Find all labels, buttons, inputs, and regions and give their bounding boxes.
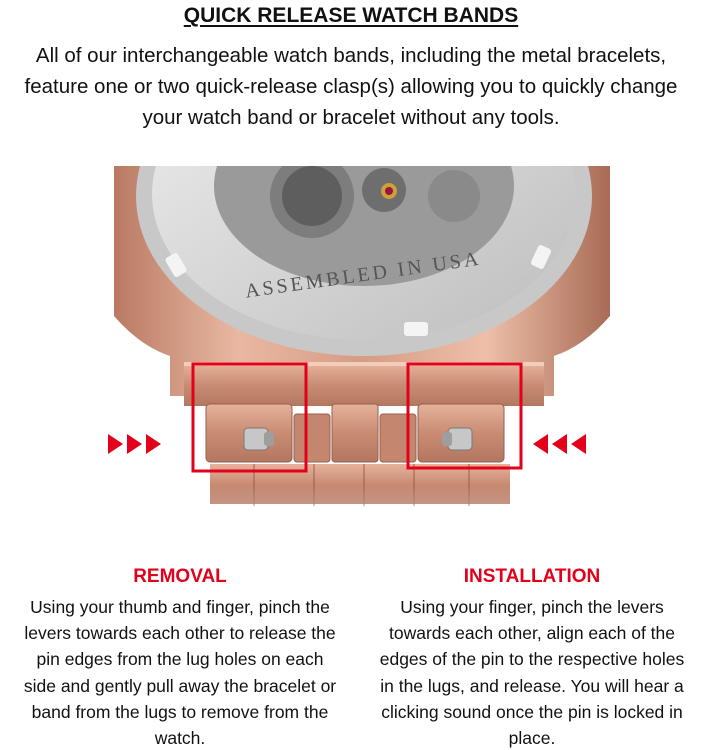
right-arrow-icon bbox=[146, 434, 161, 454]
dial-engraving: ASSEMBLED IN USA bbox=[243, 247, 483, 303]
watch-illustration bbox=[114, 166, 610, 564]
left-arrow-icon bbox=[552, 434, 567, 454]
intro-paragraph: All of our interchangeable watch bands, including the metal bracelets, feature one or two quick-release clasp(s) allowing you to quickly change your watch band or bracelet without any tools. bbox=[24, 44, 678, 129]
removal-text: Using your thumb and finger, pinch the levers towards each other to release the pin edges from the lug holes on each side and gently pull away the bracelet or band from the lugs to remove from the watch. bbox=[23, 597, 337, 749]
triple-right-arrow-icon bbox=[108, 434, 161, 456]
left-arrow-icon bbox=[571, 434, 586, 454]
watch-band-photo bbox=[114, 166, 610, 564]
left-arrow-icon bbox=[533, 434, 548, 454]
removal-heading: REMOVAL bbox=[133, 566, 227, 587]
triple-left-arrow-icon bbox=[533, 434, 586, 456]
installation-text: Using your finger, pinch the levers towards each other, align each of the edges of the pin to the respective holes in the lugs, and release. You will hear a clicking sound once the pin is locked in place. bbox=[379, 597, 685, 749]
right-arrow-icon bbox=[127, 434, 142, 454]
installation-heading: INSTALLATION bbox=[463, 566, 601, 587]
right-arrow-icon bbox=[108, 434, 123, 454]
page-title: QUICK RELEASE WATCH BANDS bbox=[183, 4, 519, 27]
